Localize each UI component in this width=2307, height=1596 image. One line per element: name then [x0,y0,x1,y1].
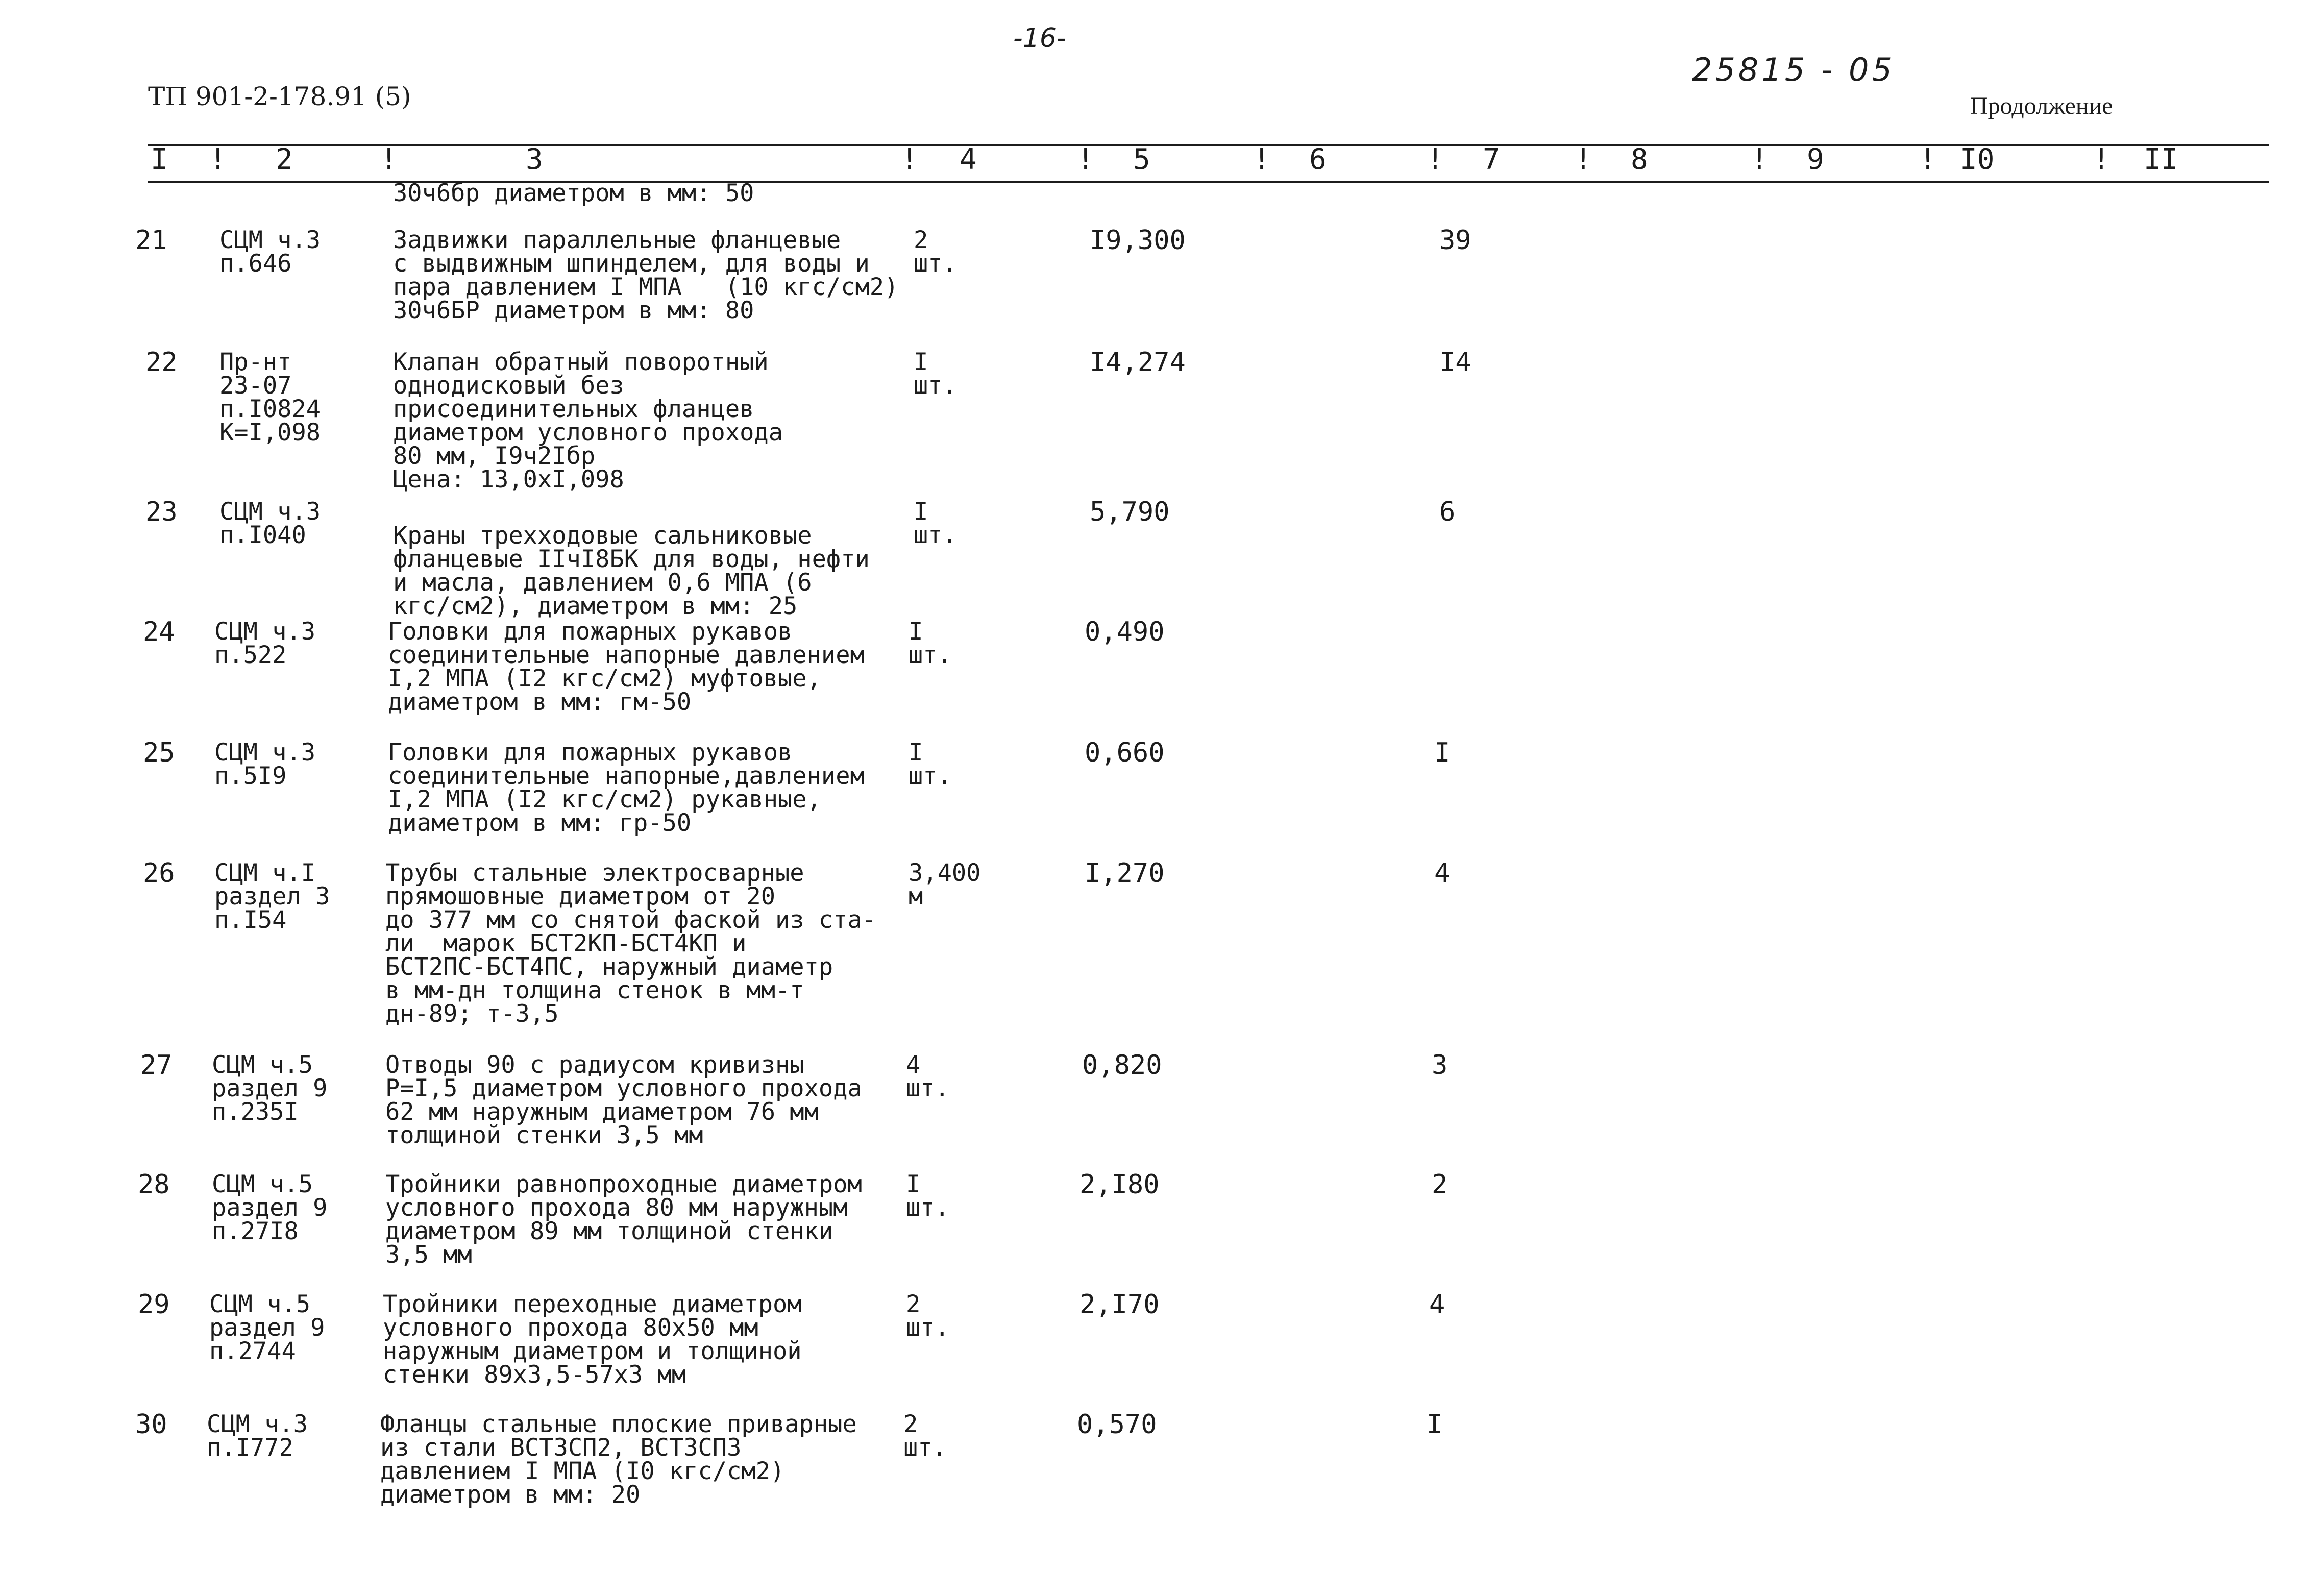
row-number: 25 [143,738,175,768]
quantity-unit: I шт. [914,348,957,400]
column-separator: ! [1751,143,1768,176]
column-separator: ! [209,143,227,176]
table-header-top-rule [148,144,2269,146]
column-7-value: I [1434,738,1451,768]
column-header-2: 2 [276,143,293,176]
row-number: 21 [135,225,167,256]
unit-price: 0,570 [1077,1409,1157,1440]
column-separator: ! [380,143,398,176]
unit-price: 2,I70 [1079,1289,1160,1320]
row-number: 30 [135,1409,167,1440]
column-separator: ! [1575,143,1592,176]
column-7-value: 4 [1434,858,1451,889]
quantity-unit: 3,400 м [909,859,981,911]
column-header-12: 7 [1483,143,1500,176]
column-7-value: 4 [1429,1289,1445,1320]
column-header-4: 3 [526,143,543,176]
column-7-value: 2 [1432,1169,1448,1200]
price-reference: СЦМ ч.3 п.5I9 [214,739,316,790]
carryover-line: 30ч6бр диаметром в мм: 50 [393,179,754,207]
column-separator: ! [901,143,918,176]
unit-price: 2,I80 [1079,1169,1160,1200]
document-number: 25815 - 05 [1692,51,1895,88]
column-header-0: I [151,143,168,176]
column-separator: ! [2093,143,2110,176]
quantity-unit: I шт. [906,1170,949,1222]
quantity-unit: 2 шт. [906,1290,949,1342]
row-number: 26 [143,858,175,889]
item-description: Отводы 90 с радиусом кривизны Р=I,5 диаметром условного прохода 62 мм наружным диаметром 76 мм толщиной стенки 3,5 мм [385,1051,862,1149]
column-7-value: 3 [1432,1050,1448,1081]
quantity-unit: 2 шт. [914,226,957,278]
item-description: Трубы стальные электросварные прямошовные диаметром от 20 до 377 мм со снятой фаской из ста- ли марок БСТ2КП-БСТ4КП и БСТ2ПС-БСТ4ПС, наружный диаметр в мм-дн толщина стенок в мм-т дн-89; т-3,5 [385,859,877,1028]
item-description: Головки для пожарных рукавов соединительные напорные,давлением I,2 МПА (I2 кгс/см2) рукавные, диаметром в мм: гр-50 [388,739,865,837]
row-number: 24 [143,617,175,647]
quantity-unit: 2 шт. [903,1410,947,1462]
price-reference: СЦМ ч.3 п.646 [219,226,321,278]
column-7-value: I4 [1439,347,1471,378]
column-header-14: 8 [1631,143,1648,176]
price-reference: Пр-нт 23-07 п.I0824 К=I,098 [219,348,321,447]
column-header-8: 5 [1133,143,1150,176]
item-description: Клапан обратный поворотный однодисковый без присоединительных фланцев диаметром условного прохода 80 мм, I9ч2Iбр Цена: 13,0хI,098 [393,348,783,494]
page-number: -16- [1013,23,1066,54]
price-reference: СЦМ ч.I раздел 3 п.I54 [214,859,330,934]
quantity-unit: I шт. [909,739,952,790]
row-number: 29 [138,1289,170,1320]
price-reference: СЦМ ч.5 раздел 9 п.2744 [209,1290,325,1365]
column-separator: ! [1253,143,1270,176]
column-header-6: 4 [960,143,977,176]
row-number: 22 [145,347,178,378]
document-code: ТП 901-2-178.91 (5) [148,82,411,111]
item-description: Фланцы стальные плоские приварные из стали ВСТ3СП2, ВСТ3СП3 давлением I МПА (I0 кгс/см2) диаметром в мм: 20 [380,1410,857,1509]
column-separator: ! [1427,143,1444,176]
item-description: Головки для пожарных рукавов соединительные напорные давлением I,2 МПА (I2 кгс/см2) муфтовые, диаметром в мм: гм-50 [388,618,865,716]
column-header-16: 9 [1807,143,1824,176]
quantity-unit: 4 шт. [906,1051,949,1102]
quantity-unit: I шт. [914,498,957,549]
row-number: 23 [145,497,178,527]
column-7-value: 39 [1439,225,1471,256]
price-reference: СЦМ ч.5 раздел 9 п.27I8 [212,1170,328,1245]
unit-price: I4,274 [1090,347,1186,378]
unit-price: 0,490 [1085,617,1165,647]
unit-price: 0,820 [1082,1050,1162,1081]
price-reference: СЦМ ч.3 п.I772 [207,1410,308,1462]
item-description: Задвижки параллельные фланцевые с выдвижным шпинделем, для воды и пара давлением I МПА (10 кгс/см2) 30ч6БР диаметром в мм: 80 [393,226,899,325]
row-number: 27 [140,1050,173,1081]
unit-price: 0,660 [1085,738,1165,768]
column-7-value: 6 [1439,497,1456,527]
column-header-20: II [2144,143,2178,176]
item-description: Тройники переходные диаметром условного прохода 80х50 мм наружным диаметром и толщиной стенки 89х3,5-57х3 мм [383,1290,802,1389]
column-separator: ! [1077,143,1094,176]
price-reference: СЦМ ч.5 раздел 9 п.235I [212,1051,328,1126]
item-description: Тройники равнопроходные диаметром условного прохода 80 мм наружным диаметром 89 мм толщиной стенки 3,5 мм [385,1170,862,1269]
unit-price: I9,300 [1090,225,1186,256]
quantity-unit: I шт. [909,618,952,669]
column-7-value: I [1427,1409,1443,1440]
column-header-18: I0 [1960,143,1995,176]
price-reference: СЦМ ч.3 п.522 [214,618,316,669]
column-separator: ! [1919,143,1936,176]
unit-price: 5,790 [1090,497,1170,527]
price-reference: СЦМ ч.3 п.I040 [219,498,321,549]
item-description: Краны трехходовые сальниковые фланцевые IIчI8БК для воды, нефти и масла, давлением 0,6 МПА (6 кгс/см2), диаметром в мм: 25 [393,522,870,620]
row-number: 28 [138,1169,170,1200]
unit-price: I,270 [1085,858,1165,889]
column-header-10: 6 [1309,143,1327,176]
continuation-label: Продолжение [1970,92,2113,119]
